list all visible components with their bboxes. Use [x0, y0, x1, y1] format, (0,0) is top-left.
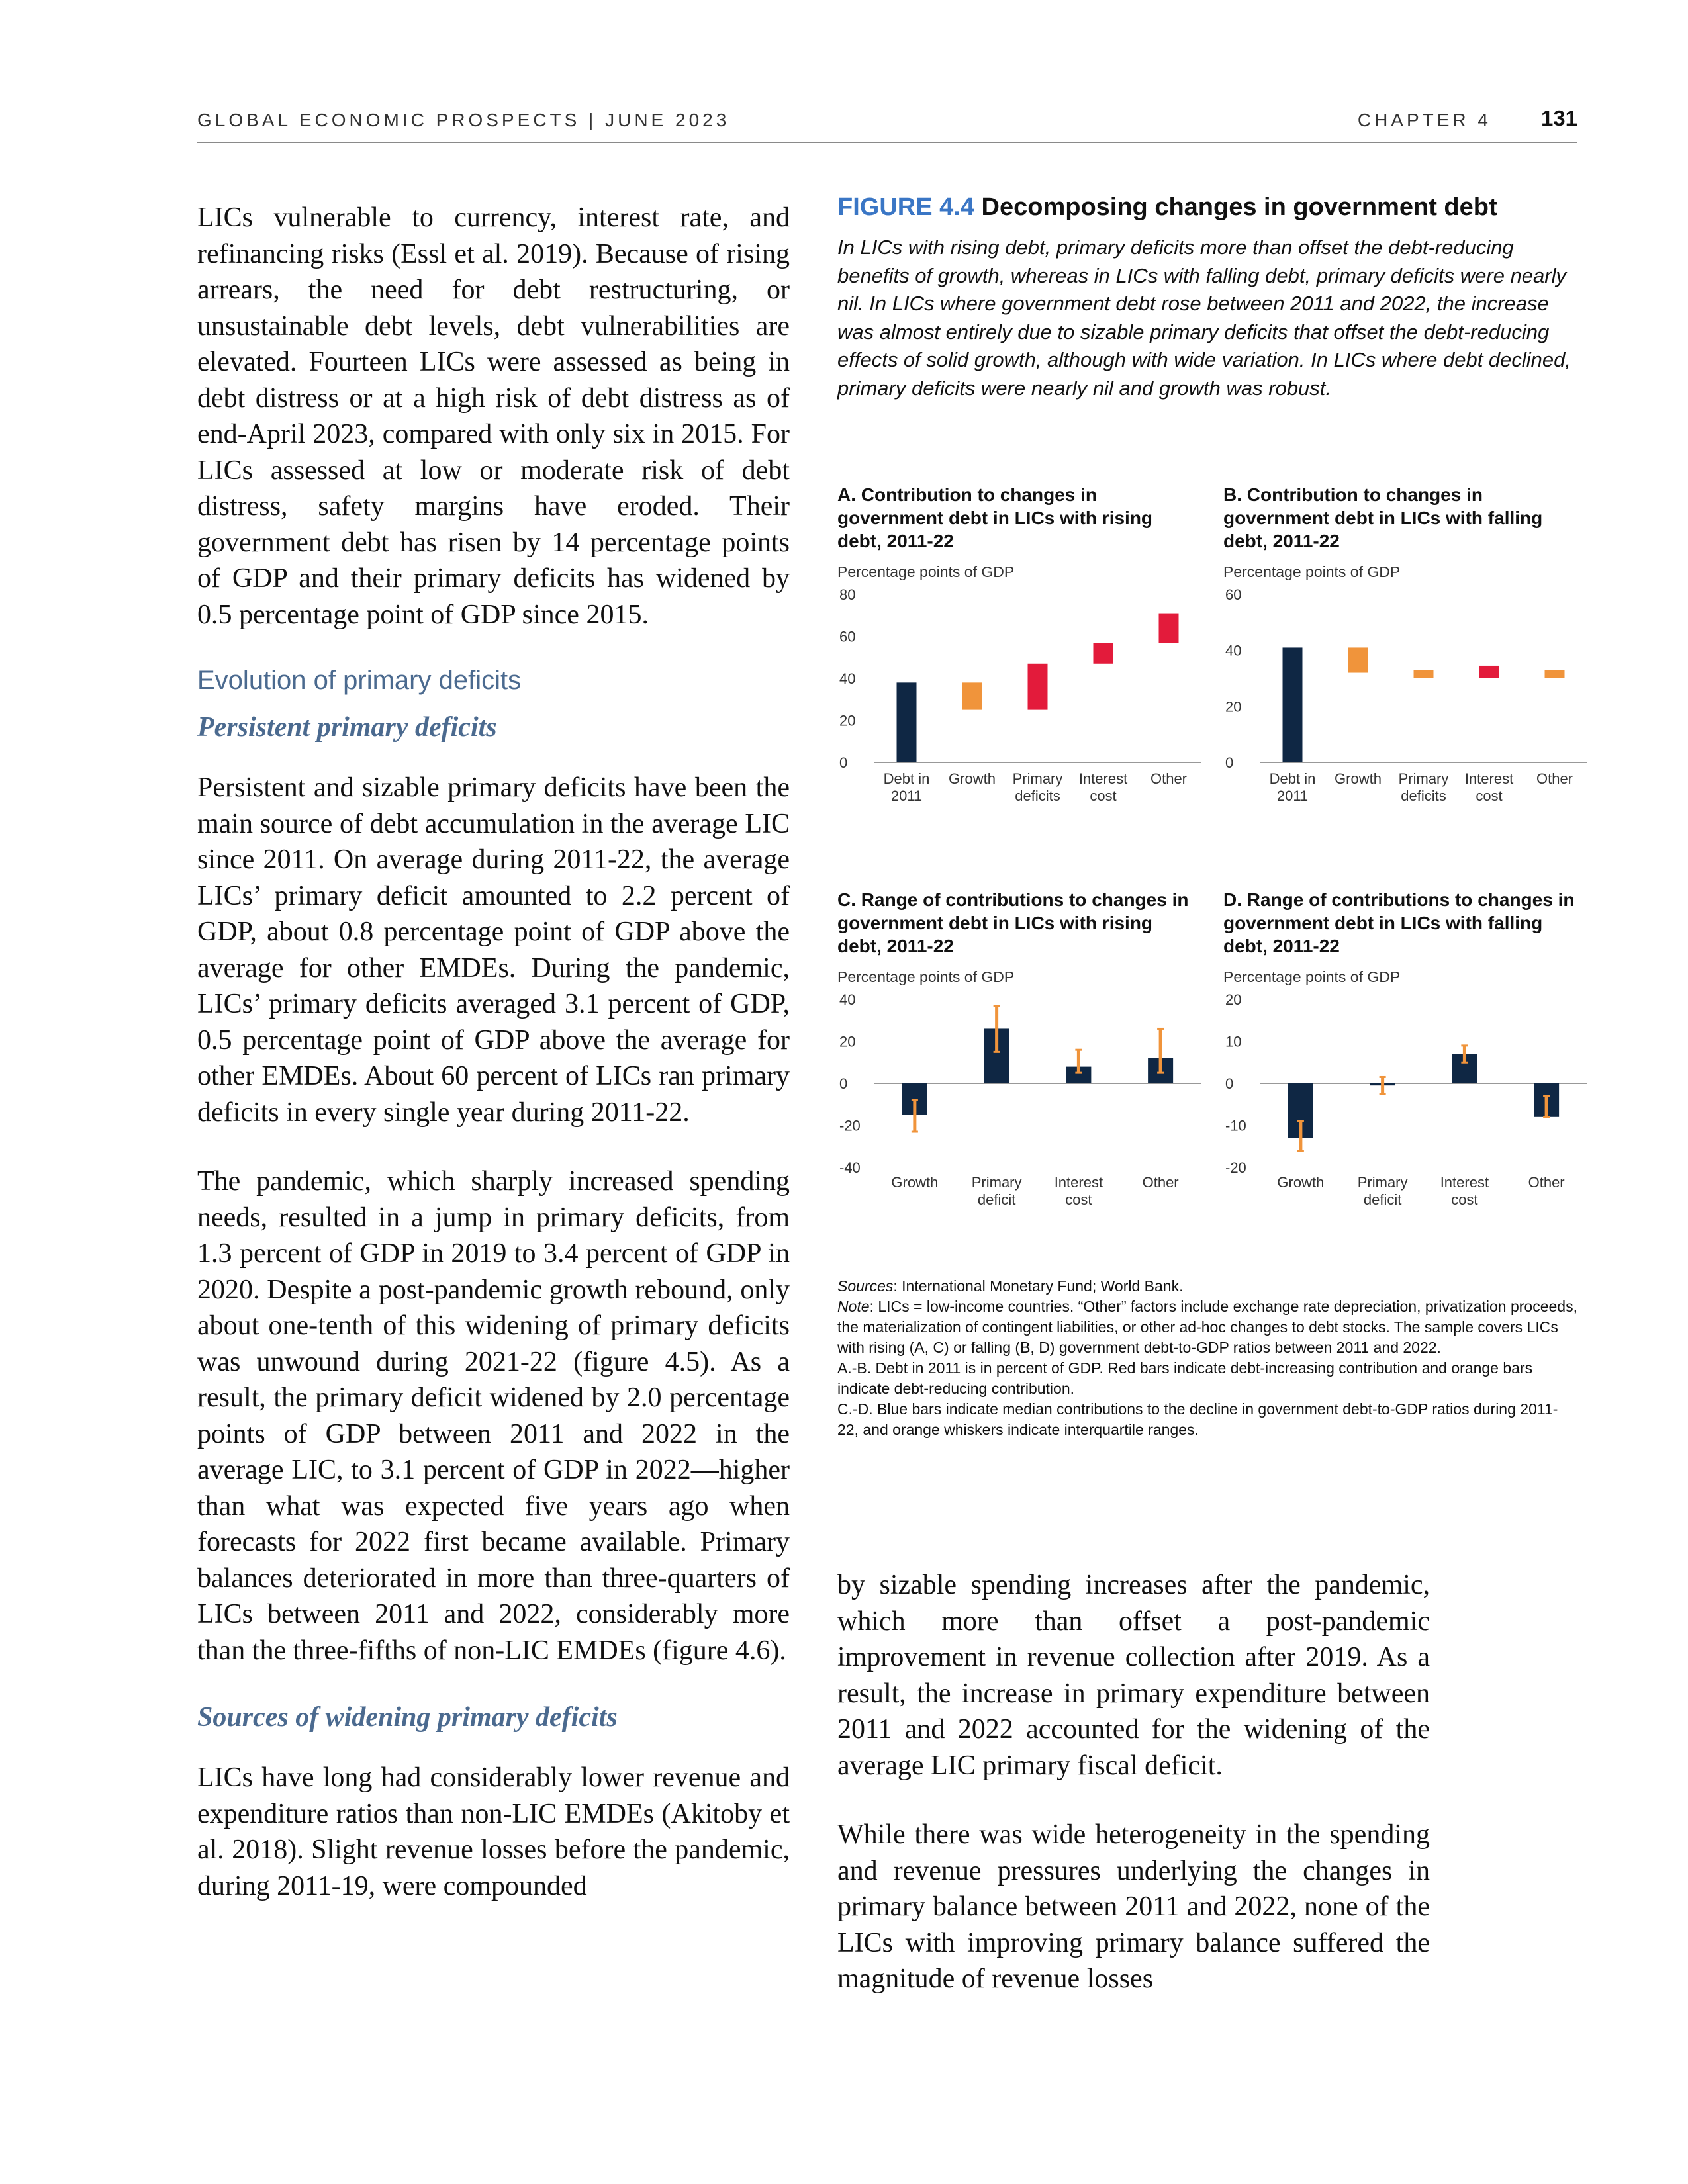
bar-increasing: [1094, 643, 1113, 664]
left-column: [197, 200, 790, 1937]
y-tick-label: 80: [839, 586, 856, 603]
chart-b: [1220, 582, 1591, 827]
chart-c: [834, 987, 1205, 1232]
panel-a-unit: Percentage points of GDP: [837, 563, 1015, 580]
publication-title: GLOBAL ECONOMIC PROSPECTS | JUNE 2023: [197, 110, 730, 130]
y-tick-label: 20: [1225, 698, 1242, 715]
paragraph: The pandemic, which sharply increased spending needs, resulted in a jump in primary deficits, from 1.3 percent of GDP in 2019 to 3.4 percent of GDP in 2020. Despite a post-pandemic growth rebound, only about one-tenth of this widening of primary deficits was unwound during 2021-22 (figure 4.5). As a result, the primary deficit widened by 2.0 percentage points of GDP between 2011 and 2022 in the average LIC, to 3.1 percent of GDP in 2022—higher than what was expected five years ago when forecasts for 2022 first became available. Primary balances deteriorated in more than three-quarters of LICs between 2011 and 2022, considerably more than the three-fifths of non-LIC EMDEs (figure 4.6).: [197, 1166, 790, 1666]
bar-base: [897, 682, 917, 762]
x-tick-label: Growth: [891, 1174, 939, 1191]
note-ab: A.-B. Debt in 2011 is in percent of GDP. Red bars indicate debt-increasing contribution and orange bars indicate debt-reducing contribution.: [837, 1359, 1533, 1397]
x-tick-label: Other: [1536, 770, 1573, 787]
x-tick-label: Other: [1150, 770, 1188, 787]
subheading: Persistent primary deficits: [197, 712, 497, 743]
panel-c-unit: Percentage points of GDP: [837, 968, 1015, 985]
y-tick-label: 0: [839, 1075, 848, 1092]
figure-4-4: [837, 193, 1579, 402]
paragraph: While there was wide heterogeneity in the spending and revenue pressures underlying the changes in primary balance between 2011 and 2022, none of the LICs with improving primary balance suffered the magnitude of revenue losses: [837, 1819, 1430, 1994]
figure-number: FIGURE 4.4: [837, 193, 974, 221]
sources-label: Sources: [837, 1277, 894, 1295]
running-header: [197, 105, 1577, 143]
x-tick-label: Debt in: [1269, 770, 1316, 787]
x-tick-label: Interest: [1464, 770, 1514, 787]
page-number: 131: [1540, 106, 1577, 130]
chart-a: [834, 582, 1205, 827]
paragraph: LICs vulnerable to currency, interest rate, and refinancing risks (Essl et al. 2019). Because of rising arrears, the need for debt restructuring, or unsustainable debt levels, debt vulnerabilities are elevated. Fourteen LICs were assessed as being in debt distress or at a high risk of debt distress as of end-April 2023, compared with only six in 2015. For LICs assessed at low or moderate risk of debt distress, safety margins have eroded. Their government debt has risen by 14 percentage points of GDP and their primary deficits has widened by 0.5 percentage point of GDP since 2015.: [197, 203, 790, 630]
y-tick-label: 40: [839, 991, 856, 1008]
bar-increasing: [1479, 666, 1499, 678]
panel-a-title: A. Contribution to changes in government debt in LICs with rising debt, 2011-22: [837, 484, 1153, 551]
sources-text: : International Monetary Fund; World Bank.: [893, 1277, 1184, 1295]
subheading: Sources of widening primary deficits: [197, 1702, 618, 1733]
chart-d: [1220, 987, 1591, 1232]
panel-c-title: C. Range of contributions to changes in government debt in LICs with rising debt, 2011-22: [837, 889, 1189, 956]
y-tick-label: 20: [839, 712, 856, 729]
y-tick-label: 0: [1225, 1075, 1234, 1092]
x-tick-label: deficit: [977, 1191, 1016, 1208]
y-tick-label: -20: [839, 1117, 861, 1134]
section-heading: Evolution of primary deficits: [197, 666, 522, 695]
bar-reducing: [1348, 647, 1368, 672]
chapter-label: CHAPTER 4: [1357, 110, 1491, 130]
bar-reducing: [1414, 670, 1434, 678]
x-tick-label: Interest: [1078, 770, 1128, 787]
y-tick-label: -40: [839, 1160, 861, 1176]
bar-increasing: [1159, 614, 1179, 643]
panel-d-title: D. Range of contributions to changes in government debt in LICs with falling debt, 2011-22: [1223, 889, 1575, 956]
x-tick-label: Growth: [1335, 770, 1382, 787]
y-tick-label: -20: [1225, 1160, 1246, 1176]
x-tick-label: Primary: [971, 1174, 1022, 1191]
x-tick-label: cost: [1451, 1191, 1478, 1208]
panel-d: [1223, 888, 1581, 1208]
x-tick-label: deficit: [1363, 1191, 1402, 1208]
x-tick-label: deficits: [1401, 788, 1446, 804]
x-tick-label: cost: [1476, 788, 1503, 804]
panel-a: [837, 483, 1195, 804]
y-tick-label: 60: [1225, 586, 1242, 603]
y-tick-label: 20: [839, 1033, 856, 1050]
y-tick-label: 0: [839, 754, 848, 771]
figure-title: [837, 193, 1579, 222]
x-tick-label: cost: [1065, 1191, 1092, 1208]
note-text: : LICs = low-income countries. “Other” factors include exchange rate depreciation, privatization proceeds, the materialization of contingent liabilities, or other ad-hoc changes to debt stocks. The sample covers LICs with rising (A, C) or falling (B, D) government debt-to-GDP ratios between 2011 and 2022.: [837, 1298, 1577, 1356]
panel-b-unit: Percentage points of GDP: [1223, 563, 1401, 580]
figure-notes: [837, 1276, 1579, 1440]
figure-title-text: Decomposing changes in government debt: [981, 193, 1497, 221]
panel-d-unit: Percentage points of GDP: [1223, 968, 1401, 985]
y-tick-label: 10: [1225, 1033, 1242, 1050]
paragraph: Persistent and sizable primary deficits have been the main source of debt accumulation in the average LIC since 2011. On average during 2011-22, the average LICs’ primary deficit amounted to 2.2 percent of GDP, about 0.8 percentage point of GDP above the average for other EMDEs. During the pandemic, LICs’ primary deficits averaged 3.1 percent of GDP, 0.5 percentage point of GDP above the average for other EMDEs. About 60 percent of LICs ran primary deficits in every single year during 2011-22.: [197, 772, 790, 1128]
figure-subtitle: In LICs with rising debt, primary deficits more than offset the debt-reducing benefits of growth, whereas in LICs with falling debt, primary deficits were nearly nil. In LICs where government debt rose between 2011 and 2022, the increase was almost entirely due to sizable primary deficits that offset the debt-reducing effects of solid growth, although with wide variation. In LICs where debt declined, primary deficits were nearly nil and growth was robust.: [837, 236, 1571, 400]
x-tick-label: Interest: [1440, 1174, 1489, 1191]
sources-note: [837, 1276, 1579, 1297]
paragraph: by sizable spending increases after the pandemic, which more than offset a post-pandemic improvement in revenue collection after 2019. As a result, the increase in primary expenditure between 2011 and 2022 accounted for the widening of the average LIC primary fiscal deficit.: [837, 1570, 1430, 1781]
note: [837, 1297, 1579, 1358]
paragraph: LICs have long had considerably lower revenue and expenditure ratios than non-LIC EMDEs (Akitoby et al. 2018). Slight revenue losses before the pandemic, during 2011-19, were compounded: [197, 1762, 790, 1901]
bar-reducing: [1545, 670, 1565, 678]
y-tick-label: -10: [1225, 1117, 1246, 1134]
panel-c: [837, 888, 1195, 1208]
x-tick-label: Interest: [1054, 1174, 1103, 1191]
y-tick-label: 20: [1225, 991, 1242, 1008]
x-tick-label: Growth: [949, 770, 996, 787]
y-tick-label: 0: [1225, 754, 1234, 771]
y-tick-label: 60: [839, 628, 856, 645]
x-tick-label: Growth: [1277, 1174, 1325, 1191]
note-cd: C.-D. Blue bars indicate median contributions to the decline in government debt-to-GDP ratios during 2011-22, and orange whiskers indicate interquartile ranges.: [837, 1400, 1558, 1438]
y-tick-label: 40: [839, 670, 856, 687]
note-label: Note: [837, 1298, 870, 1315]
bar-base: [1283, 647, 1303, 762]
x-tick-label: deficits: [1015, 788, 1060, 804]
x-tick-label: Primary: [1398, 770, 1449, 787]
x-tick-label: 2011: [890, 788, 923, 804]
x-tick-label: 2011: [1276, 788, 1309, 804]
x-tick-label: Other: [1528, 1174, 1565, 1191]
panel-b: [1223, 483, 1581, 804]
x-tick-label: cost: [1090, 788, 1117, 804]
y-tick-label: 40: [1225, 642, 1242, 659]
x-tick-label: Debt in: [883, 770, 930, 787]
bar-increasing: [1028, 664, 1048, 710]
panel-b-title: B. Contribution to changes in government debt in LICs with falling debt, 2011-22: [1223, 484, 1543, 551]
right-column: [837, 1567, 1430, 2030]
bar-reducing: [962, 682, 982, 709]
x-tick-label: Primary: [1357, 1174, 1408, 1191]
x-tick-label: Primary: [1012, 770, 1063, 787]
x-tick-label: Other: [1142, 1174, 1179, 1191]
